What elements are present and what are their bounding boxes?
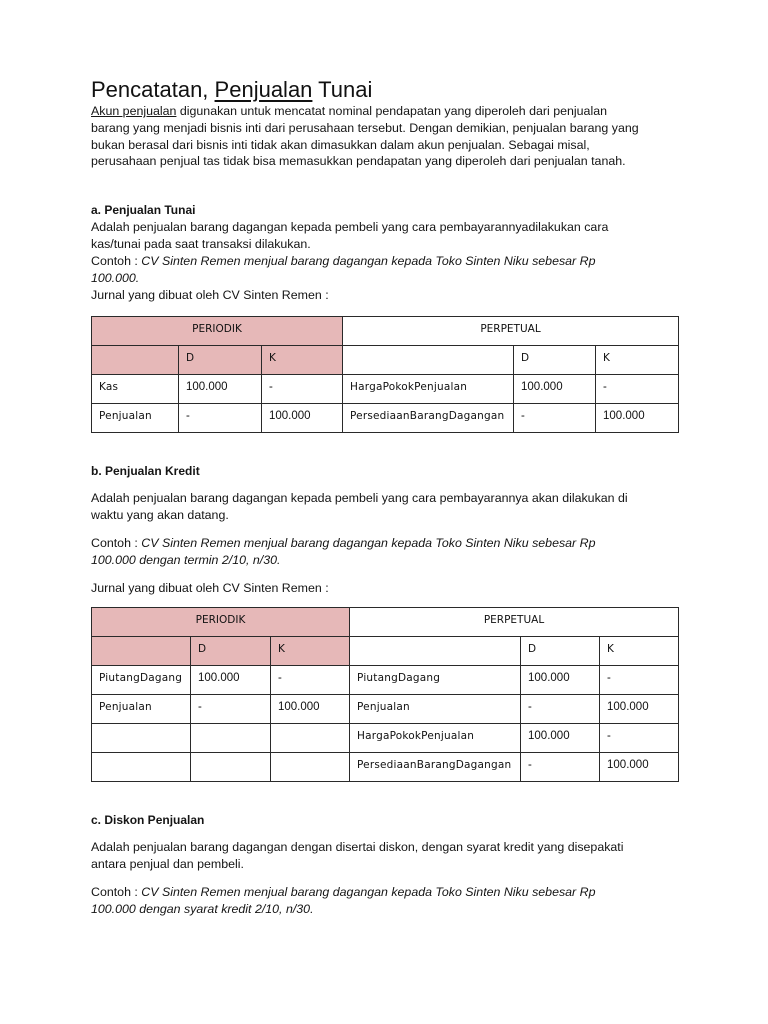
periodik-debit-cell: 100.000 (179, 375, 262, 404)
perpetual-debit-header: D (521, 637, 600, 666)
periodik-account-cell: Penjualan (92, 695, 191, 724)
table-row (92, 753, 679, 782)
perpetual-credit-cell: 100.000 (600, 695, 679, 724)
page-title: Pencatatan, Penjualan Tunai (91, 77, 373, 102)
section-c-example: Contoh : CV Sinten Remen menjual barang dagangan kepada Toko Sinten Niku sebesar Rp 100.000 dengan syarat kredit 2/10, n/30. (91, 885, 596, 916)
perpetual-credit-header: K (600, 637, 679, 666)
section-b-example: Contoh : CV Sinten Remen menjual barang dagangan kepada Toko Sinten Niku sebesar Rp 100.000 dengan termin 2/10, n/30. (91, 536, 596, 567)
periodik-header: PERIODIK (92, 317, 343, 346)
section-a-definition: Adalah penjualan barang dagangan kepada pembeli yang cara pembayarannyadilakukan cara kas/tunai pada saat transaksi dilakukan. (91, 220, 609, 251)
periodik-debit-cell (191, 724, 271, 753)
title-underlined-word: Penjualan (214, 77, 313, 102)
perpetual-debit-cell: - (521, 695, 600, 724)
periodik-debit-cell: - (179, 404, 262, 433)
perpetual-account-cell: PiutangDagang (350, 666, 521, 695)
perpetual-debit-cell: - (521, 753, 600, 782)
perpetual-debit-cell: 100.000 (521, 724, 600, 753)
section-a-heading: a. Penjualan Tunai (91, 203, 196, 217)
intro-paragraph: Akun penjualan digunakan untuk mencatat nominal pendapatan yang diperoleh dari penjualan barang yang menjadi bisnis inti dari perusahaan tersebut. Dengan demikian, penjualan barang yang bukan berasal dari bisnis inti tidak akan dimasukkan dalam akun penjualan. Sebagai misal, perusahaan penjual tas tidak bisa memasukkan pendapatan yang diperoleh dari penjualan tanah. (91, 104, 639, 169)
periodik-credit-header: K (262, 346, 343, 375)
perpetual-credit-cell: 100.000 (596, 404, 679, 433)
akun-penjualan-link: Akun penjualan (91, 104, 177, 118)
table-row (92, 724, 679, 753)
perpetual-header: PERPETUAL (350, 608, 679, 637)
perpetual-account-cell: PersediaanBarangDagangan (350, 753, 521, 782)
perpetual-debit-cell: 100.000 (521, 666, 600, 695)
journal-table-a (91, 316, 679, 433)
periodik-debit-cell (191, 753, 271, 782)
perpetual-header: PERPETUAL (343, 317, 679, 346)
perpetual-debit-cell: - (514, 404, 596, 433)
section-c-definition: Adalah penjualan barang dagangan dengan disertai diskon, dengan syarat kredit yang disepakati antara penjual dan pembeli. (91, 840, 624, 871)
perpetual-account-cell: Penjualan (350, 695, 521, 724)
periodik-credit-cell: - (271, 666, 350, 695)
periodik-account-header (92, 346, 179, 375)
periodik-credit-cell: 100.000 (271, 695, 350, 724)
perpetual-account-header (350, 637, 521, 666)
perpetual-debit-cell: 100.000 (514, 375, 596, 404)
section-a-journal-intro: Jurnal yang dibuat oleh CV Sinten Remen : (91, 288, 329, 302)
periodik-account-cell: Penjualan (92, 404, 179, 433)
table-row (92, 375, 679, 404)
periodik-credit-cell (271, 753, 350, 782)
section-b-journal-intro: Jurnal yang dibuat oleh CV Sinten Remen : (91, 581, 329, 595)
section-a-example: Contoh : CV Sinten Remen menjual barang dagangan kepada Toko Sinten Niku sebesar Rp 100.000. (91, 254, 596, 285)
section-b-definition: Adalah penjualan barang dagangan kepada pembeli yang cara pembayarannya akan dilakukan di waktu yang akan datang. (91, 491, 628, 522)
perpetual-credit-cell: - (600, 724, 679, 753)
perpetual-account-cell: HargaPokokPenjualan (343, 375, 514, 404)
perpetual-account-cell: PersediaanBarangDagangan (343, 404, 514, 433)
periodik-credit-header: K (271, 637, 350, 666)
periodik-debit-cell: - (191, 695, 271, 724)
periodik-account-cell (92, 724, 191, 753)
section-b-heading: b. Penjualan Kredit (91, 464, 200, 478)
table-row (92, 404, 679, 433)
periodik-account-header (92, 637, 191, 666)
perpetual-credit-cell: 100.000 (600, 753, 679, 782)
perpetual-account-cell: HargaPokokPenjualan (350, 724, 521, 753)
periodik-credit-cell: 100.000 (262, 404, 343, 433)
periodik-account-cell: PiutangDagang (92, 666, 191, 695)
periodik-header: PERIODIK (92, 608, 350, 637)
periodik-debit-header: D (179, 346, 262, 375)
periodik-credit-cell: - (262, 375, 343, 404)
periodik-debit-cell: 100.000 (191, 666, 271, 695)
table-row (92, 666, 679, 695)
perpetual-credit-cell: - (600, 666, 679, 695)
section-c-heading: c. Diskon Penjualan (91, 813, 205, 827)
periodik-account-cell: Kas (92, 375, 179, 404)
periodik-debit-header: D (191, 637, 271, 666)
periodik-credit-cell (271, 724, 350, 753)
perpetual-credit-cell: - (596, 375, 679, 404)
perpetual-credit-header: K (596, 346, 679, 375)
table-row (92, 695, 679, 724)
journal-table-b (91, 607, 679, 782)
perpetual-account-header (343, 346, 514, 375)
perpetual-debit-header: D (514, 346, 596, 375)
periodik-account-cell (92, 753, 191, 782)
